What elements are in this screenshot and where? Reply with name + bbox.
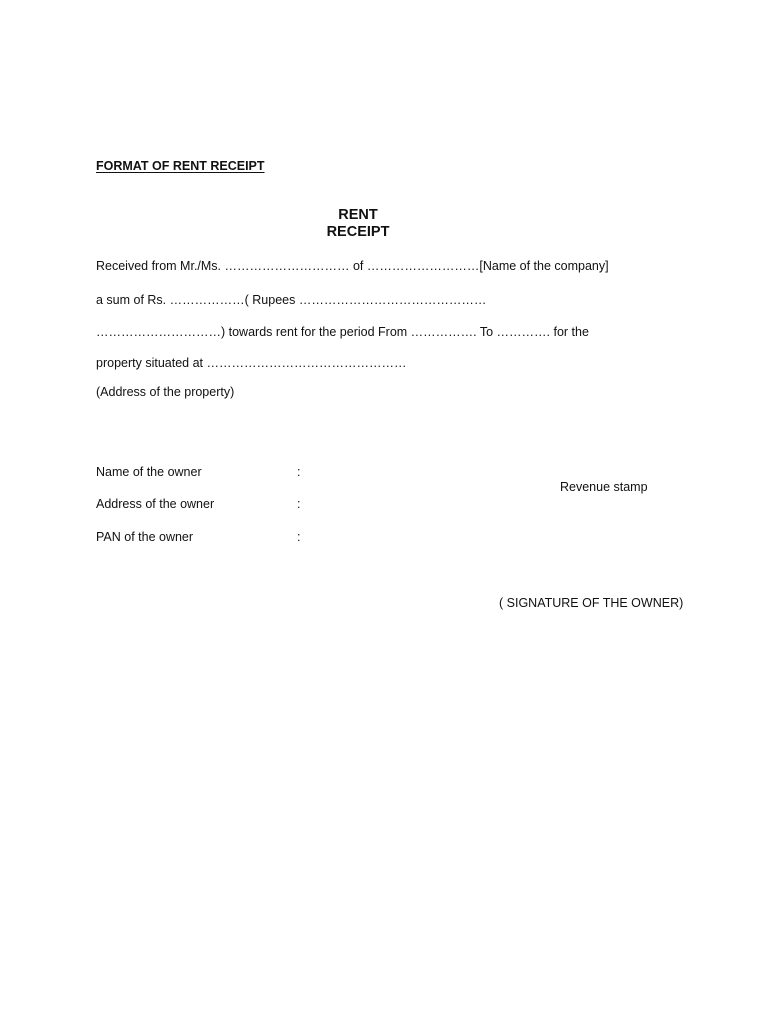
owner-pan-label: PAN of the owner (96, 530, 194, 544)
owner-address-label: Address of the owner (96, 497, 215, 511)
receipt-title-line-1: RENT (338, 207, 378, 223)
owner-name-colon: : (297, 465, 301, 479)
document-heading: FORMAT OF RENT RECEIPT (96, 159, 265, 173)
property-line: property situated at ………………………………………… (96, 356, 407, 370)
owner-pan-colon: : (297, 530, 301, 544)
received-from-line: Received from Mr./Ms. ………………………… of ………………………[Name of the company] (96, 259, 609, 273)
revenue-stamp-label: Revenue stamp (560, 480, 648, 494)
receipt-title-line-2: RECEIPT (326, 224, 390, 240)
rent-period-line: …………………………) towards rent for the period From ……………. To …………. for the (96, 325, 589, 339)
owner-signature-label: ( SIGNATURE OF THE OWNER) (499, 596, 684, 610)
receipt-title (303, 207, 413, 241)
property-address-note: (Address of the property) (96, 385, 235, 399)
owner-name-label: Name of the owner (96, 465, 202, 479)
owner-address-colon: : (297, 497, 301, 511)
sum-line: a sum of Rs. ………………( Rupees ……………………………………… (96, 293, 487, 307)
